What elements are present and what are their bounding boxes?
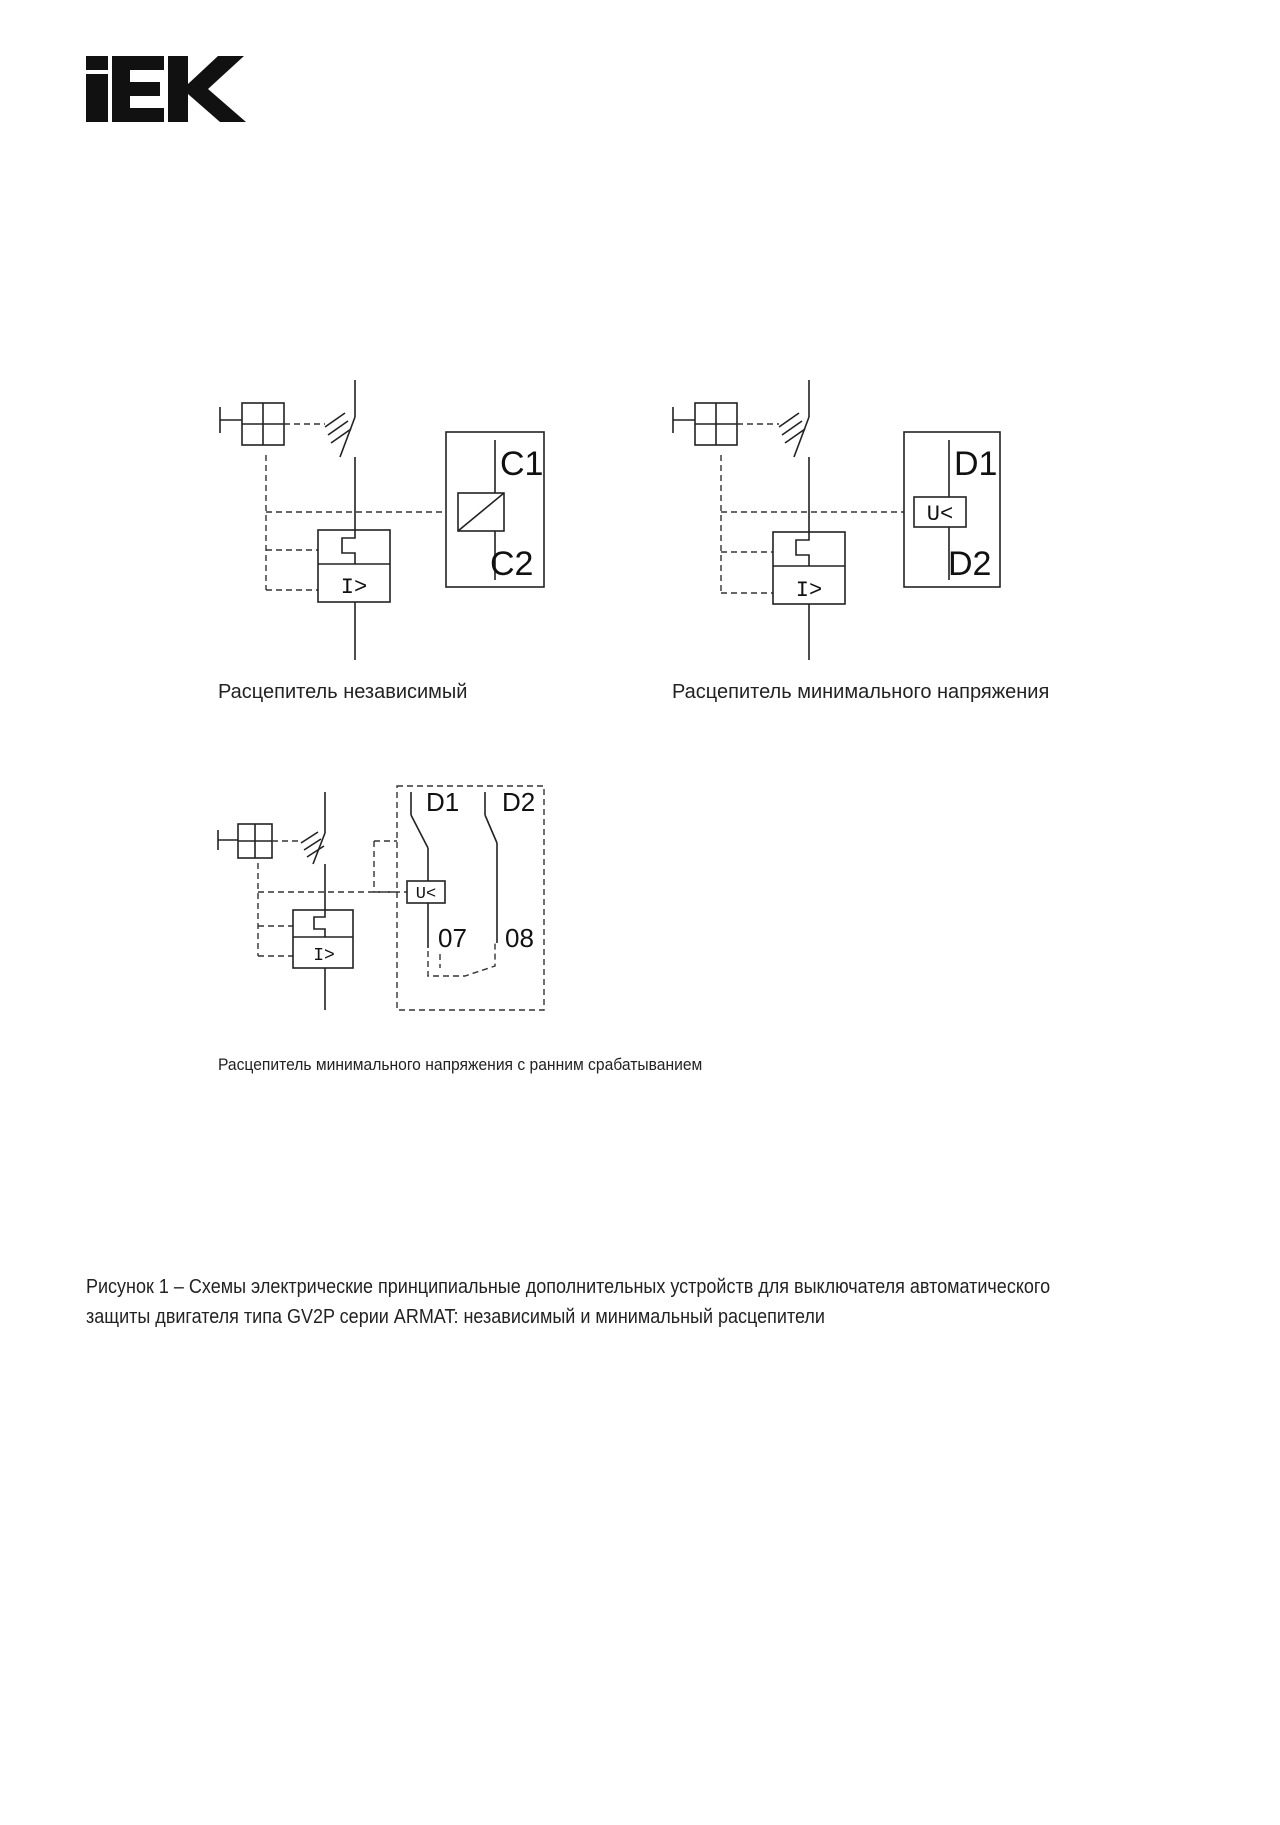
shunt-release-caption: Расцепитель независимый [218, 681, 468, 703]
undervoltage-early-release-diagram [210, 778, 550, 1018]
terminal-d2: D2 [948, 545, 992, 583]
terminal-07: 07 [438, 923, 467, 953]
figure-caption: Рисунок 1 – Схемы электрические принципиальные дополнительных устройств для выключателя автоматического защиты двигателя типа GV2P серии ARMAT: независимый и минимальный расцепители [86, 1276, 1051, 1328]
overcurrent-symbol: I> [313, 946, 335, 966]
undervoltage-early-release-caption: Расцепитель минимального напряжения с ранним срабатыванием [218, 1055, 703, 1074]
terminal-08: 08 [505, 923, 534, 953]
undervoltage-symbol: U< [926, 502, 954, 527]
terminal-d1: D1 [954, 445, 998, 483]
overcurrent-symbol: I> [795, 578, 823, 603]
iek-logo [86, 56, 246, 122]
shunt-release-diagram [210, 375, 550, 640]
undervoltage-release-diagram [667, 375, 1007, 640]
undervoltage-release-caption: Расцепитель минимального напряжения [672, 681, 1050, 703]
terminal-c2: C2 [490, 545, 534, 583]
terminal-d1: D1 [426, 787, 460, 817]
overcurrent-symbol: I> [340, 575, 368, 600]
terminal-d2: D2 [502, 787, 536, 817]
terminal-c1: C1 [500, 445, 544, 483]
undervoltage-symbol: U< [415, 885, 437, 904]
